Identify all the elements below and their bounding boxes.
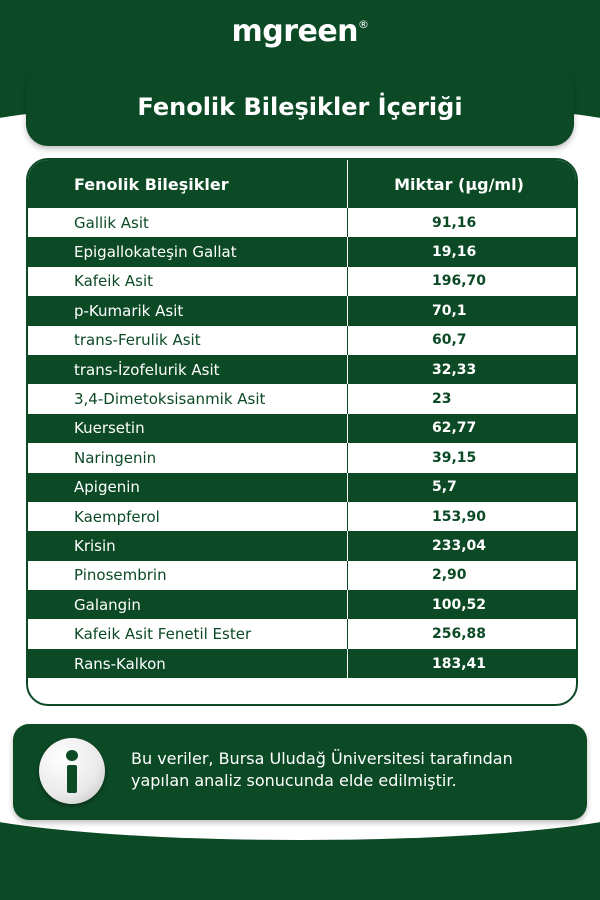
- compound-amount: 39,15: [432, 449, 477, 466]
- compound-name: Naringenin: [28, 443, 348, 472]
- table-row: [28, 590, 576, 619]
- table-row: [28, 473, 576, 502]
- info-card: [13, 724, 587, 820]
- compound-amount: 100,52: [432, 596, 487, 613]
- compound-name: Kuersetin: [28, 414, 348, 443]
- table-row: [28, 414, 576, 443]
- compound-name: Kafeik Asit: [28, 267, 348, 296]
- compound-amount: 62,77: [432, 420, 477, 437]
- table-row: [28, 237, 576, 266]
- compound-name: p-Kumarik Asit: [28, 296, 348, 325]
- compound-name: Rans-Kalkon: [28, 649, 348, 678]
- table-row: [28, 384, 576, 413]
- compound-amount: 256,88: [432, 626, 487, 643]
- compound-amount: 153,90: [432, 508, 487, 525]
- compound-name: Pinosembrin: [28, 561, 348, 590]
- title-card: [26, 68, 574, 146]
- compound-amount: 233,04: [432, 537, 487, 554]
- table-row: [28, 443, 576, 472]
- compound-amount: 91,16: [432, 214, 477, 231]
- page-title: Fenolik Bileşikler İçeriği: [137, 93, 463, 121]
- compound-name: Gallik Asit: [28, 208, 348, 237]
- compound-name: trans-İzofelurik Asit: [28, 355, 348, 384]
- table-row: [28, 267, 576, 296]
- compound-name: Kaempferol: [28, 502, 348, 531]
- info-line-1: Bu veriler, Bursa Uludağ Üniversitesi tarafından: [131, 749, 513, 768]
- info-line-2: yapılan analiz sonucunda elde edilmiştir.: [131, 771, 457, 790]
- table-row: [28, 326, 576, 355]
- table-row: [28, 619, 576, 648]
- table-row: [28, 208, 576, 237]
- brand-logo: [0, 14, 600, 49]
- table-row: [28, 355, 576, 384]
- table-header: [28, 160, 576, 208]
- compound-name: Apigenin: [28, 473, 348, 502]
- brand-name: mgreen: [231, 14, 359, 49]
- registered-mark: ®: [358, 18, 369, 31]
- compound-amount: 196,70: [432, 273, 487, 290]
- compound-amount: 60,7: [432, 332, 467, 349]
- phenolic-table: [26, 158, 578, 706]
- compound-name: Epigallokateşin Gallat: [28, 237, 348, 266]
- table-row: [28, 296, 576, 325]
- compound-amount: 70,1: [432, 302, 467, 319]
- info-icon: [39, 738, 105, 804]
- info-text: [131, 748, 571, 792]
- compound-amount: 32,33: [432, 361, 477, 378]
- table-row: [28, 531, 576, 560]
- header-amount: Miktar (µg/ml): [394, 174, 524, 194]
- compound-amount: 2,90: [432, 567, 467, 584]
- compound-amount: 183,41: [432, 655, 487, 672]
- compound-amount: 19,16: [432, 244, 477, 261]
- header-compound: Fenolik Bileşikler: [28, 160, 348, 208]
- table-row: [28, 502, 576, 531]
- compound-name: trans-Ferulik Asit: [28, 326, 348, 355]
- compound-name: Krisin: [28, 531, 348, 560]
- table-row: [28, 561, 576, 590]
- compound-name: Kafeik Asit Fenetil Ester: [28, 619, 348, 648]
- compound-amount: 5,7: [432, 479, 457, 496]
- compound-name: Galangin: [28, 590, 348, 619]
- compound-name: 3,4-Dimetoksisanmik Asit: [28, 384, 348, 413]
- compound-amount: 23: [432, 391, 452, 408]
- table-row: [28, 649, 576, 678]
- table-body: [28, 208, 576, 678]
